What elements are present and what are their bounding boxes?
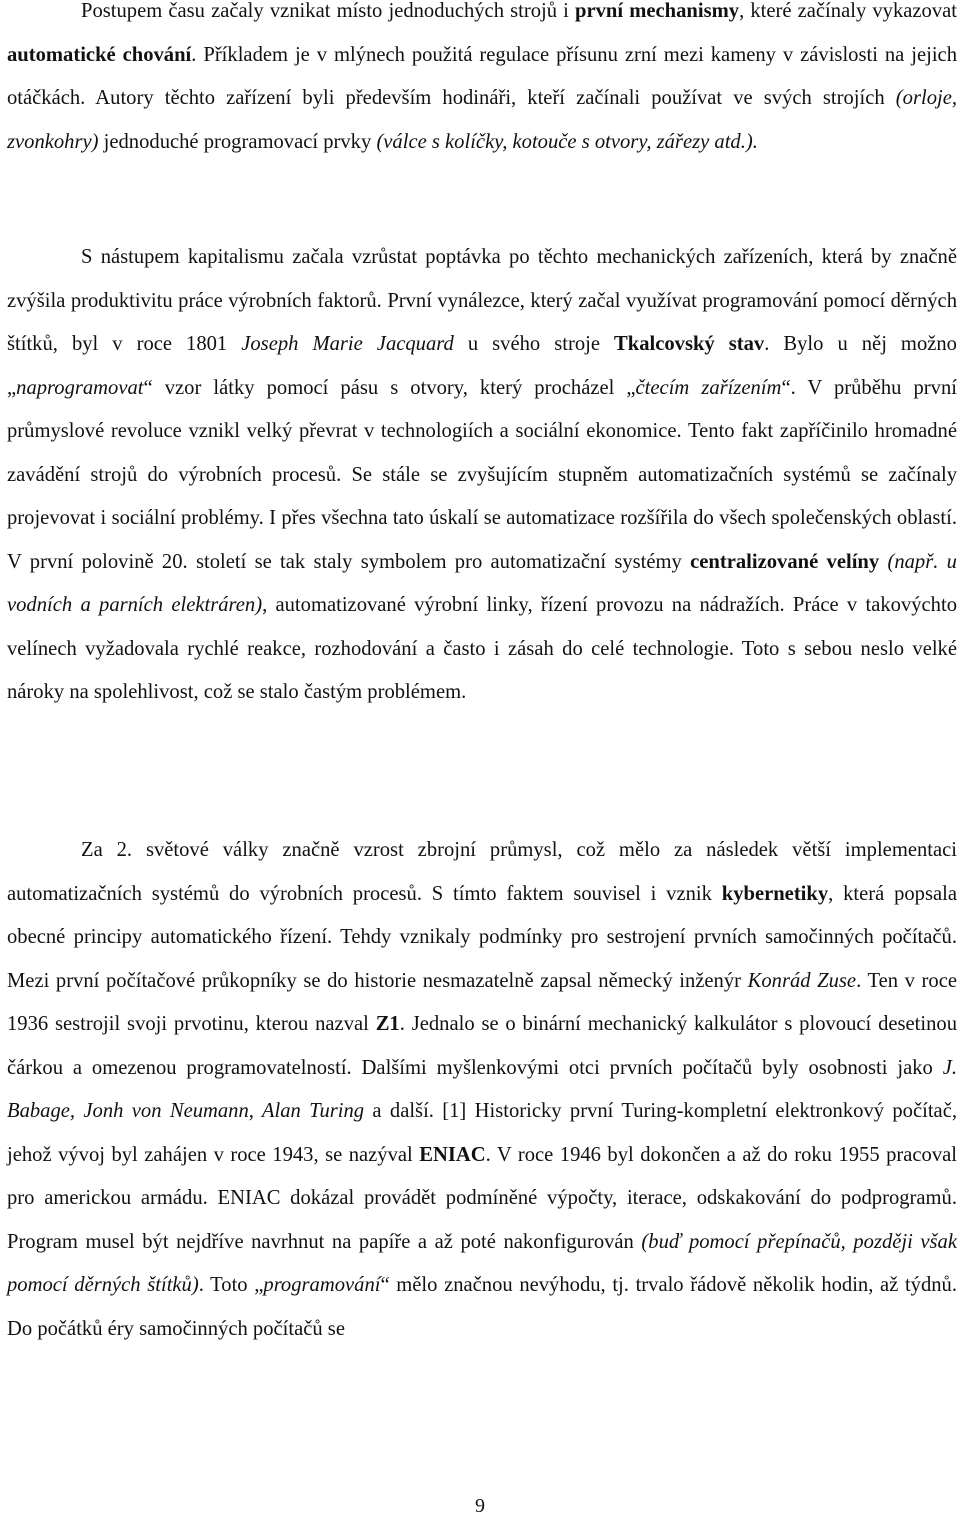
italic-phrase: programování (263, 1274, 381, 1296)
paragraph-mechanisms (7, 0, 957, 164)
text-run: . Bylo u něj možno „ (7, 333, 957, 399)
bold-term: první mechanismy (575, 0, 740, 22)
italic-phrase: Joseph Marie Jacquard (241, 333, 454, 355)
text-run: . Jednalo se o binární mechanický kalkulátor s plovoucí desetinou čárkou a omezenou programovatelností. Dalšími myšlenkovými otci prvních počítačů byly osobnosti jako (7, 1013, 957, 1079)
text-run: . Ten v roce 1936 sestrojil svoji prvotinu, kterou nazval (7, 969, 957, 1035)
italic-phrase: naprogramovat (16, 376, 144, 399)
text-run: a další. [1] Historicky první Turing-kompletní elektronkový počítač, jehož vývoj byl zahájen v roce 1943, se nazýval (7, 1100, 957, 1166)
text-run: Za 2. světové války značně vzrost zbrojní průmysl, což mělo za následek větší implementaci automatizačních systémů do výrobních procesů. S tímto faktem souvisel i vznik (7, 839, 957, 905)
text-run: S nástupem kapitalismu začala vzrůstat poptávka po těchto mechanických zařízeních, která by značně zvýšila produktivitu práce výrobních faktorů. První vynálezce, který začal využívat programování pomocí děrných štítků, byl v roce 1801 (7, 246, 957, 355)
italic-phrase: Konrád Zuse (747, 969, 857, 992)
text-run: jednoduché programovací prvky (98, 130, 377, 153)
paragraph-capitalism (7, 236, 957, 715)
paragraph-world-war (7, 829, 957, 1351)
bold-term: Z1 (375, 1013, 400, 1035)
text-run: “ mělo značnou nevýhodu, tj. trvalo řádově několik hodin, až týdnů. Do počátků éry samočinných počítačů se (7, 1274, 958, 1340)
italic-phrase: (buď pomocí přepínačů, později však pomocí děrných štítků) (7, 1230, 957, 1296)
italic-phrase: (válce s kolíčky, kotouče s otvory, zářezy atd.). (376, 130, 758, 153)
page-number: 9 (475, 1495, 485, 1517)
italic-phrase: (orloje, zvonkohry) (7, 87, 957, 153)
text-run: Postupem času začaly vznikat místo jednoduchých strojů i (81, 0, 576, 22)
text-run: . Toto „ (198, 1274, 264, 1296)
text-run: . V roce 1946 byl dokončen a až do roku 1955 pracoval pro americkou armádu. ENIAC dokázal provádět podmíněné výpočty, iterace, odskakování do podprogramů. Program musel být nejdříve navrhnut na papíře a až poté nakonfigurován (7, 1143, 957, 1253)
italic-phrase: (např. u vodních a parních elektráren) (7, 550, 957, 616)
italic-phrase: čtecím zařízením (635, 376, 782, 399)
text-run: , která popsala obecné principy automatického řízení. Tehdy vznikaly podmínky pro sestrojení prvních samočinných počítačů. Mezi první počítačové průkopníky se do historie nesmazatelně zapsal německý inženýr (7, 882, 957, 992)
text-run: “ vzor látky pomocí pásu s otvory, který procházel „ (143, 376, 636, 399)
text-run: u svého stroje (453, 333, 614, 355)
italic-phrase: J. Babage, Jonh von Neumann, Alan Turing (7, 1056, 957, 1122)
bold-term: centralizované velíny (690, 550, 880, 573)
bold-term: ENIAC (419, 1143, 486, 1166)
text-run: , které začínaly vykazovat (739, 0, 957, 22)
text-run: . Příkladem je v mlýnech použitá regulace přísunu zrní mezi kameny v závislosti na jejich otáčkách. Autory těchto zařízení byli především hodináři, kteří začínali používat ve svých strojích (7, 43, 957, 109)
bold-term: automatické chování (7, 43, 192, 66)
bold-term: kybernetiky (721, 882, 829, 905)
text-run: , automatizované výrobní linky, řízení provozu na nádražích. Práce v takovýchto velínech vyžadovala rychlé reakce, rozhodování a často i zásah do celé technologie. Toto s sebou neslo velké nároky na spolehlivost, což se stalo častým problémem. (7, 594, 957, 703)
text-run: “. V průběhu první průmyslové revoluce vznikl velký převrat v technologiích a sociální ekonomice. Tento fakt zapříčinilo hromadné zavádění strojů do výrobních procesů. Se stále se zvyšujícím stupněm automatizačních systémů se začínaly projevovat i sociální problémy. I přes všechna tato úskalí se automatizace rozšířila do všech společenských oblastí. V první polovině 20. století se tak staly symbolem pro automatizační systémy (7, 376, 957, 573)
bold-term: Tkalcovský stav (614, 333, 765, 355)
